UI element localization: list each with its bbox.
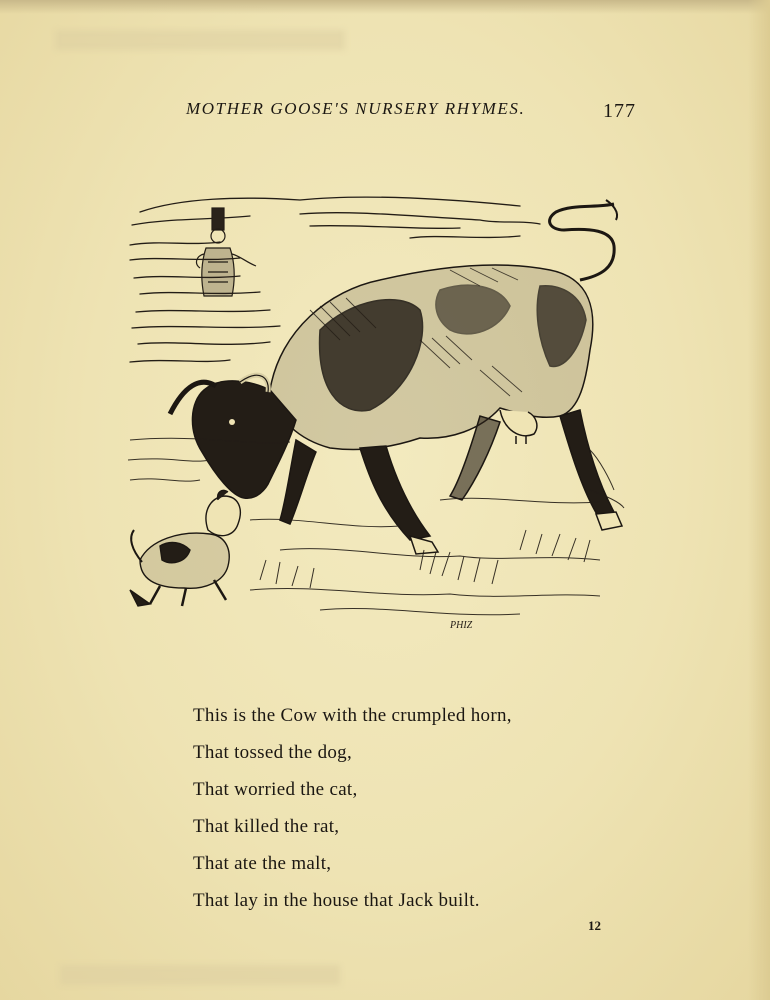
verse-line-4: That killed the rat, [193,816,340,837]
verse-line-2: That tossed the dog, [193,742,353,763]
engraver-mark: PHIZ [450,620,473,631]
page-right-edge [748,0,770,1000]
paper-stain-top [55,30,345,50]
verse-line-5: That ate the malt, [193,853,332,874]
cow-illustration [120,190,625,640]
page-top-edge [0,0,770,14]
verse [193,702,512,924]
signature-mark: 12 [588,918,601,933]
page-number: 177 [603,100,636,122]
verse-line-1: This is the Cow with the crumpled horn, [193,705,512,726]
verse-line-3: That worried the cat, [193,779,358,800]
running-title: MOTHER GOOSE'S NURSERY RHYMES. [186,99,526,118]
verse-line-6: That lay in the house that Jack built. [193,890,480,911]
paper-stain-bottom [60,965,340,985]
